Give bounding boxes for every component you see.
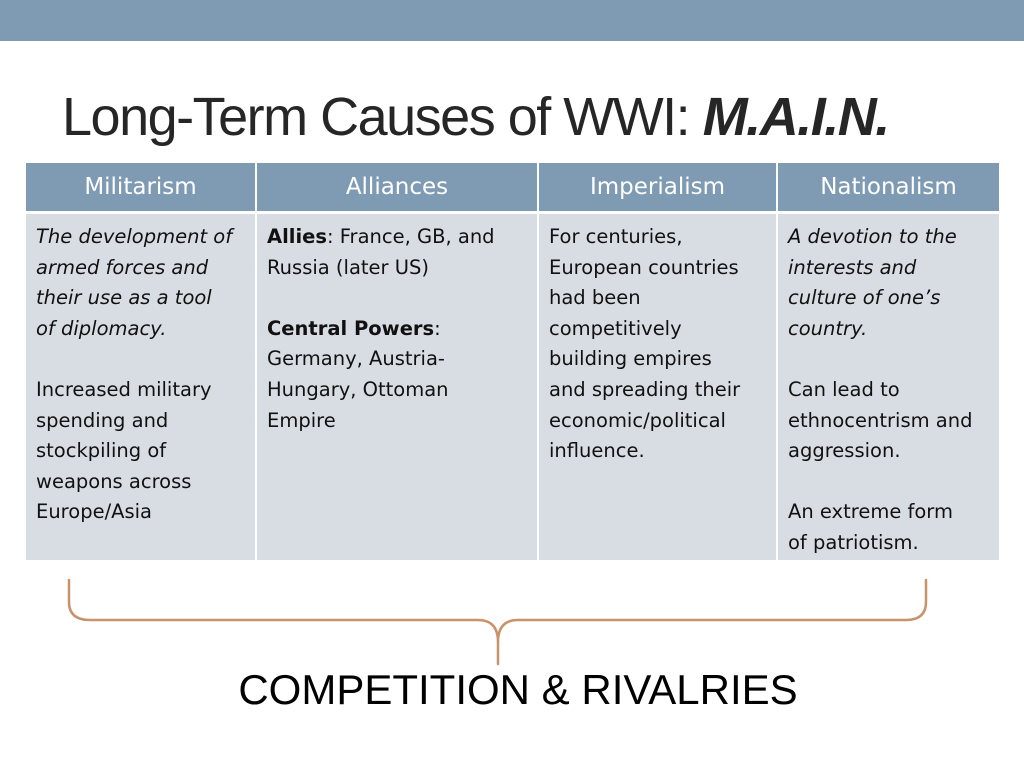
header-imperialism: Imperialism [538, 163, 777, 213]
nationalism-detail-2: An extreme form of patriotism. [788, 500, 953, 554]
militarism-detail: Increased military spending and stockpiling of weapons across Europe/Asia [36, 377, 212, 524]
cell-imperialism [538, 213, 777, 561]
header-nationalism: Nationalism [777, 163, 999, 213]
slide-title [62, 82, 889, 152]
central-powers-label: Central Powers [267, 316, 435, 340]
cell-militarism [26, 213, 256, 561]
summary-caption: COMPETITION & RIVALRIES [238, 666, 798, 713]
nationalism-detail-1: Can lead to ethnocentrism and aggression. [788, 377, 973, 463]
causes-table [26, 163, 999, 560]
allies-text: : France, GB, and Russia (later US) [267, 225, 495, 279]
allies-label: Allies [267, 225, 327, 248]
title-acronym: M.A.I.N. [702, 87, 889, 147]
title-main: Long-Term Causes of WWI: [62, 87, 703, 147]
table-header-row [26, 163, 999, 213]
militarism-definition: The development of armed forces and their use as a tool of diplomacy. [36, 225, 233, 340]
curly-brace-shape [60, 572, 940, 666]
cell-nationalism [777, 213, 999, 561]
top-banner [0, 0, 1024, 41]
nationalism-definition: A devotion to the interests and culture of one’s country. [788, 225, 957, 340]
central-powers-text: : Germany, Austria- Hungary, Ottoman Empire [267, 316, 449, 432]
table-row [26, 213, 999, 561]
imperialism-text: For centuries, European countries had been competitively building empires and spreading their economic/political influence. [549, 225, 741, 463]
header-militarism: Militarism [26, 163, 256, 213]
cell-alliances [256, 213, 538, 561]
header-alliances: Alliances [256, 163, 538, 213]
